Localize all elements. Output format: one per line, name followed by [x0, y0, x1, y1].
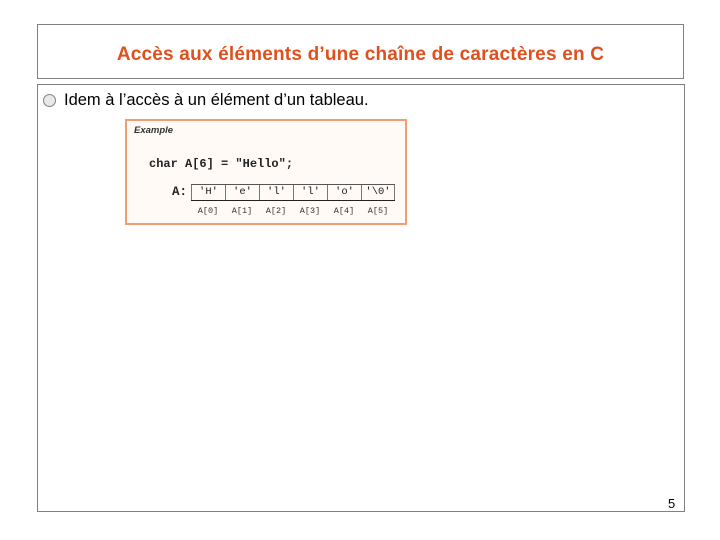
example-label: Example	[134, 125, 174, 136]
array-name: A:	[172, 185, 188, 199]
array-cell: '\0'	[361, 185, 395, 200]
array-cell: 'l'	[293, 185, 327, 200]
example-figure	[125, 119, 407, 225]
array-indices	[191, 206, 395, 216]
code-line: char A[6] = "Hello";	[149, 157, 294, 171]
array-cell: 'H'	[191, 185, 225, 200]
array-index: A[1]	[231, 206, 253, 216]
circle-bullet-icon	[43, 94, 56, 107]
array-index: A[2]	[265, 206, 287, 216]
array-index: A[4]	[333, 206, 355, 216]
array-index: A[5]	[367, 206, 389, 216]
array-index: A[3]	[299, 206, 321, 216]
page-number: 5	[668, 496, 676, 511]
array-index: A[0]	[197, 206, 219, 216]
array-cell: 'e'	[225, 185, 259, 200]
bullet-text: Idem à l’accès à un élément d’un tableau.	[64, 91, 369, 109]
array-cells	[191, 184, 395, 201]
slide-title: Accès aux éléments d’une chaîne de caractères en C	[116, 44, 605, 65]
title-box	[37, 24, 684, 79]
array-cell: 'o'	[327, 185, 361, 200]
array-cell: 'l'	[259, 185, 293, 200]
